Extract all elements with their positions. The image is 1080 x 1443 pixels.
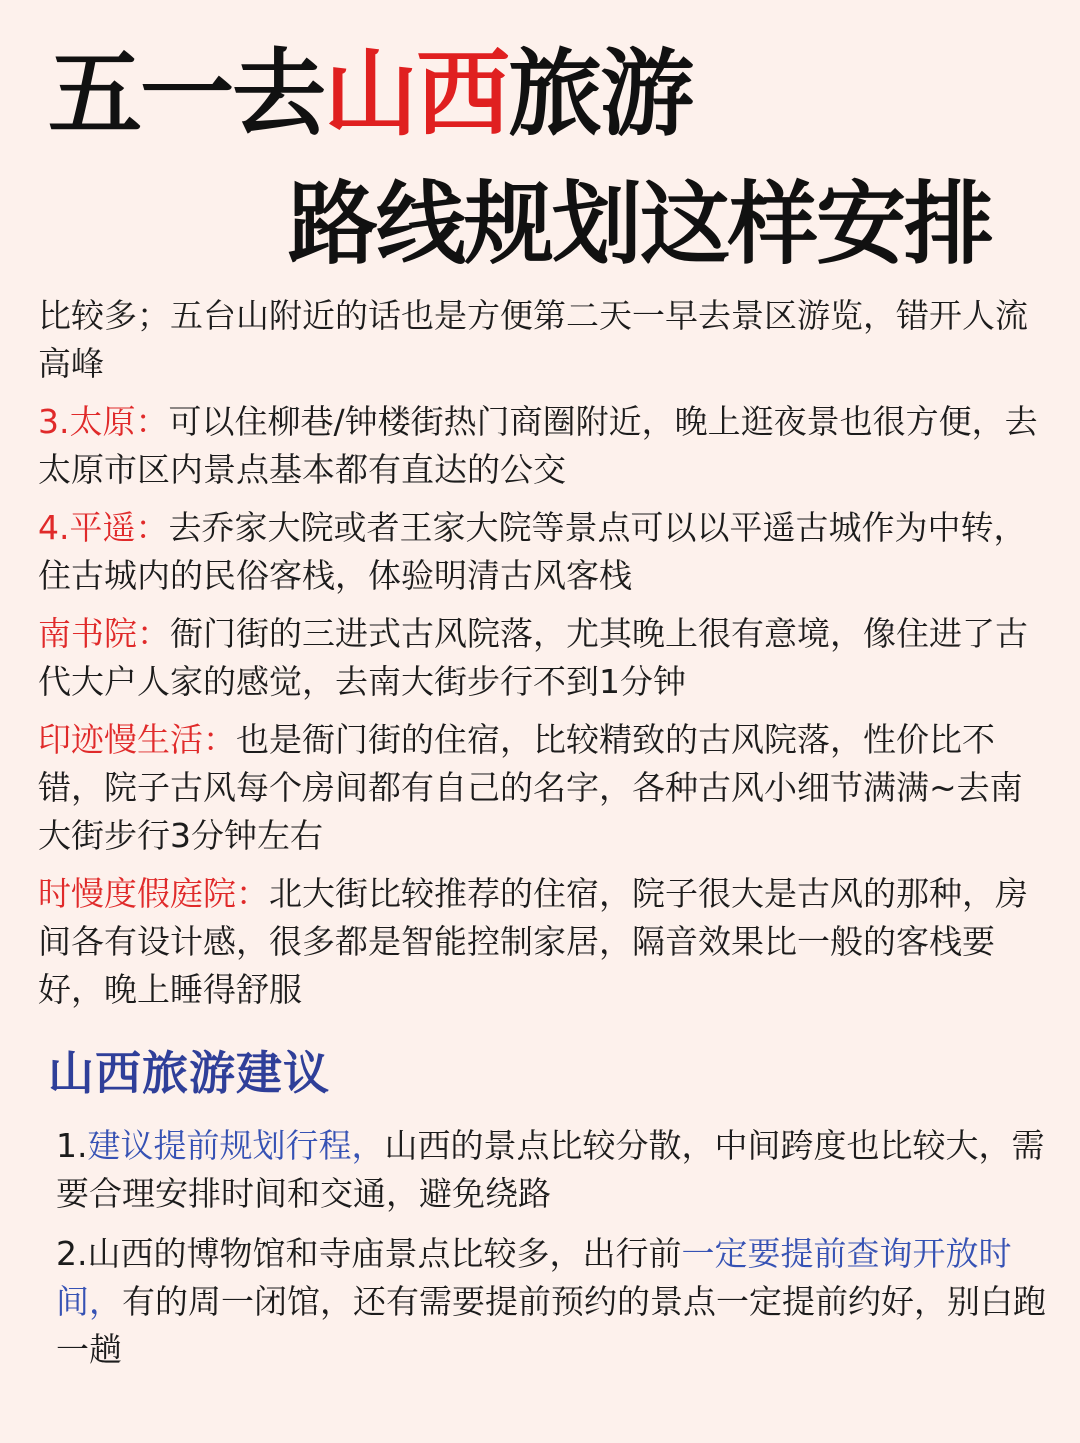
paragraph-label: 南书院： — [38, 614, 170, 653]
page-title-line-2: 路线规划这样安排 — [288, 172, 992, 277]
tip-highlight: 一定要提前查询开放时间， — [56, 1234, 1012, 1321]
title-part-1: 五一去 — [48, 40, 325, 149]
tip-text: 有的周一闭馆，还有需要提前预约的景点一定提前约好，别白跑一趟 — [56, 1282, 1046, 1369]
paragraph-label: 印迹慢生活： — [38, 720, 236, 759]
paragraph-nanshuyuan — [38, 610, 1038, 706]
section-title: 山西旅游建议 — [48, 1046, 330, 1100]
tip-text: 山西的景点比较分散，中间跨度也比较大，需要合理安排时间和交通，避免绕路 — [56, 1126, 1045, 1213]
paragraph-continued — [38, 292, 1038, 388]
tip-item — [56, 1230, 1046, 1374]
title-part-2: 旅游 — [508, 40, 693, 149]
paragraph-text: 北大街比较推荐的住宿，院子很大是古风的那种，房间各有设计感，很多都是智能控制家居，隔音效果比一般的客栈要好，晚上睡得舒服 — [38, 874, 1028, 1009]
accommodation-text — [38, 292, 1038, 1024]
paragraph-label: 时慢度假庭院： — [38, 874, 269, 913]
paragraph-text: 衙门街的三进式古风院落，尤其晚上很有意境，像住进了古代大户人家的感觉，去南大街步行不到1分钟 — [38, 614, 1028, 701]
paragraph-text: 比较多；五台山附近的话也是方便第二天一早去景区游览，错开人流高峰 — [38, 296, 1028, 383]
paragraph-shiman — [38, 870, 1038, 1014]
page-title-line-1 — [48, 40, 692, 150]
paragraph-label: 3.太原： — [38, 402, 169, 441]
paragraph-yinji — [38, 716, 1038, 860]
tip-highlight: 建议提前规划行程， — [87, 1126, 385, 1165]
paragraph-text: 也是衙门街的住宿，比较精致的古风院落，性价比不错，院子古风每个房间都有自己的名字，各种古风小细节满满~去南大街步行3分钟左右 — [38, 720, 1023, 855]
paragraph-text: 可以住柳巷/钟楼街热门商圈附近，晚上逛夜景也很方便，去太原市区内景点基本都有直达的公交 — [38, 402, 1038, 489]
paragraph-text: 去乔家大院或者王家大院等景点可以以平遥古城作为中转，住古城内的民俗客栈，体验明清古风客栈 — [38, 508, 1027, 595]
tip-prefix: 2.山西的博物馆和寺庙景点比较多，出行前 — [56, 1234, 682, 1273]
travel-tips — [56, 1122, 1046, 1386]
paragraph-pingyao — [38, 504, 1038, 600]
title-highlight: 山西 — [324, 40, 509, 149]
paragraph-label: 4.平遥： — [38, 508, 169, 547]
tip-item — [56, 1122, 1046, 1218]
tip-prefix: 1. — [56, 1126, 88, 1165]
paragraph-taiyuan — [38, 398, 1038, 494]
